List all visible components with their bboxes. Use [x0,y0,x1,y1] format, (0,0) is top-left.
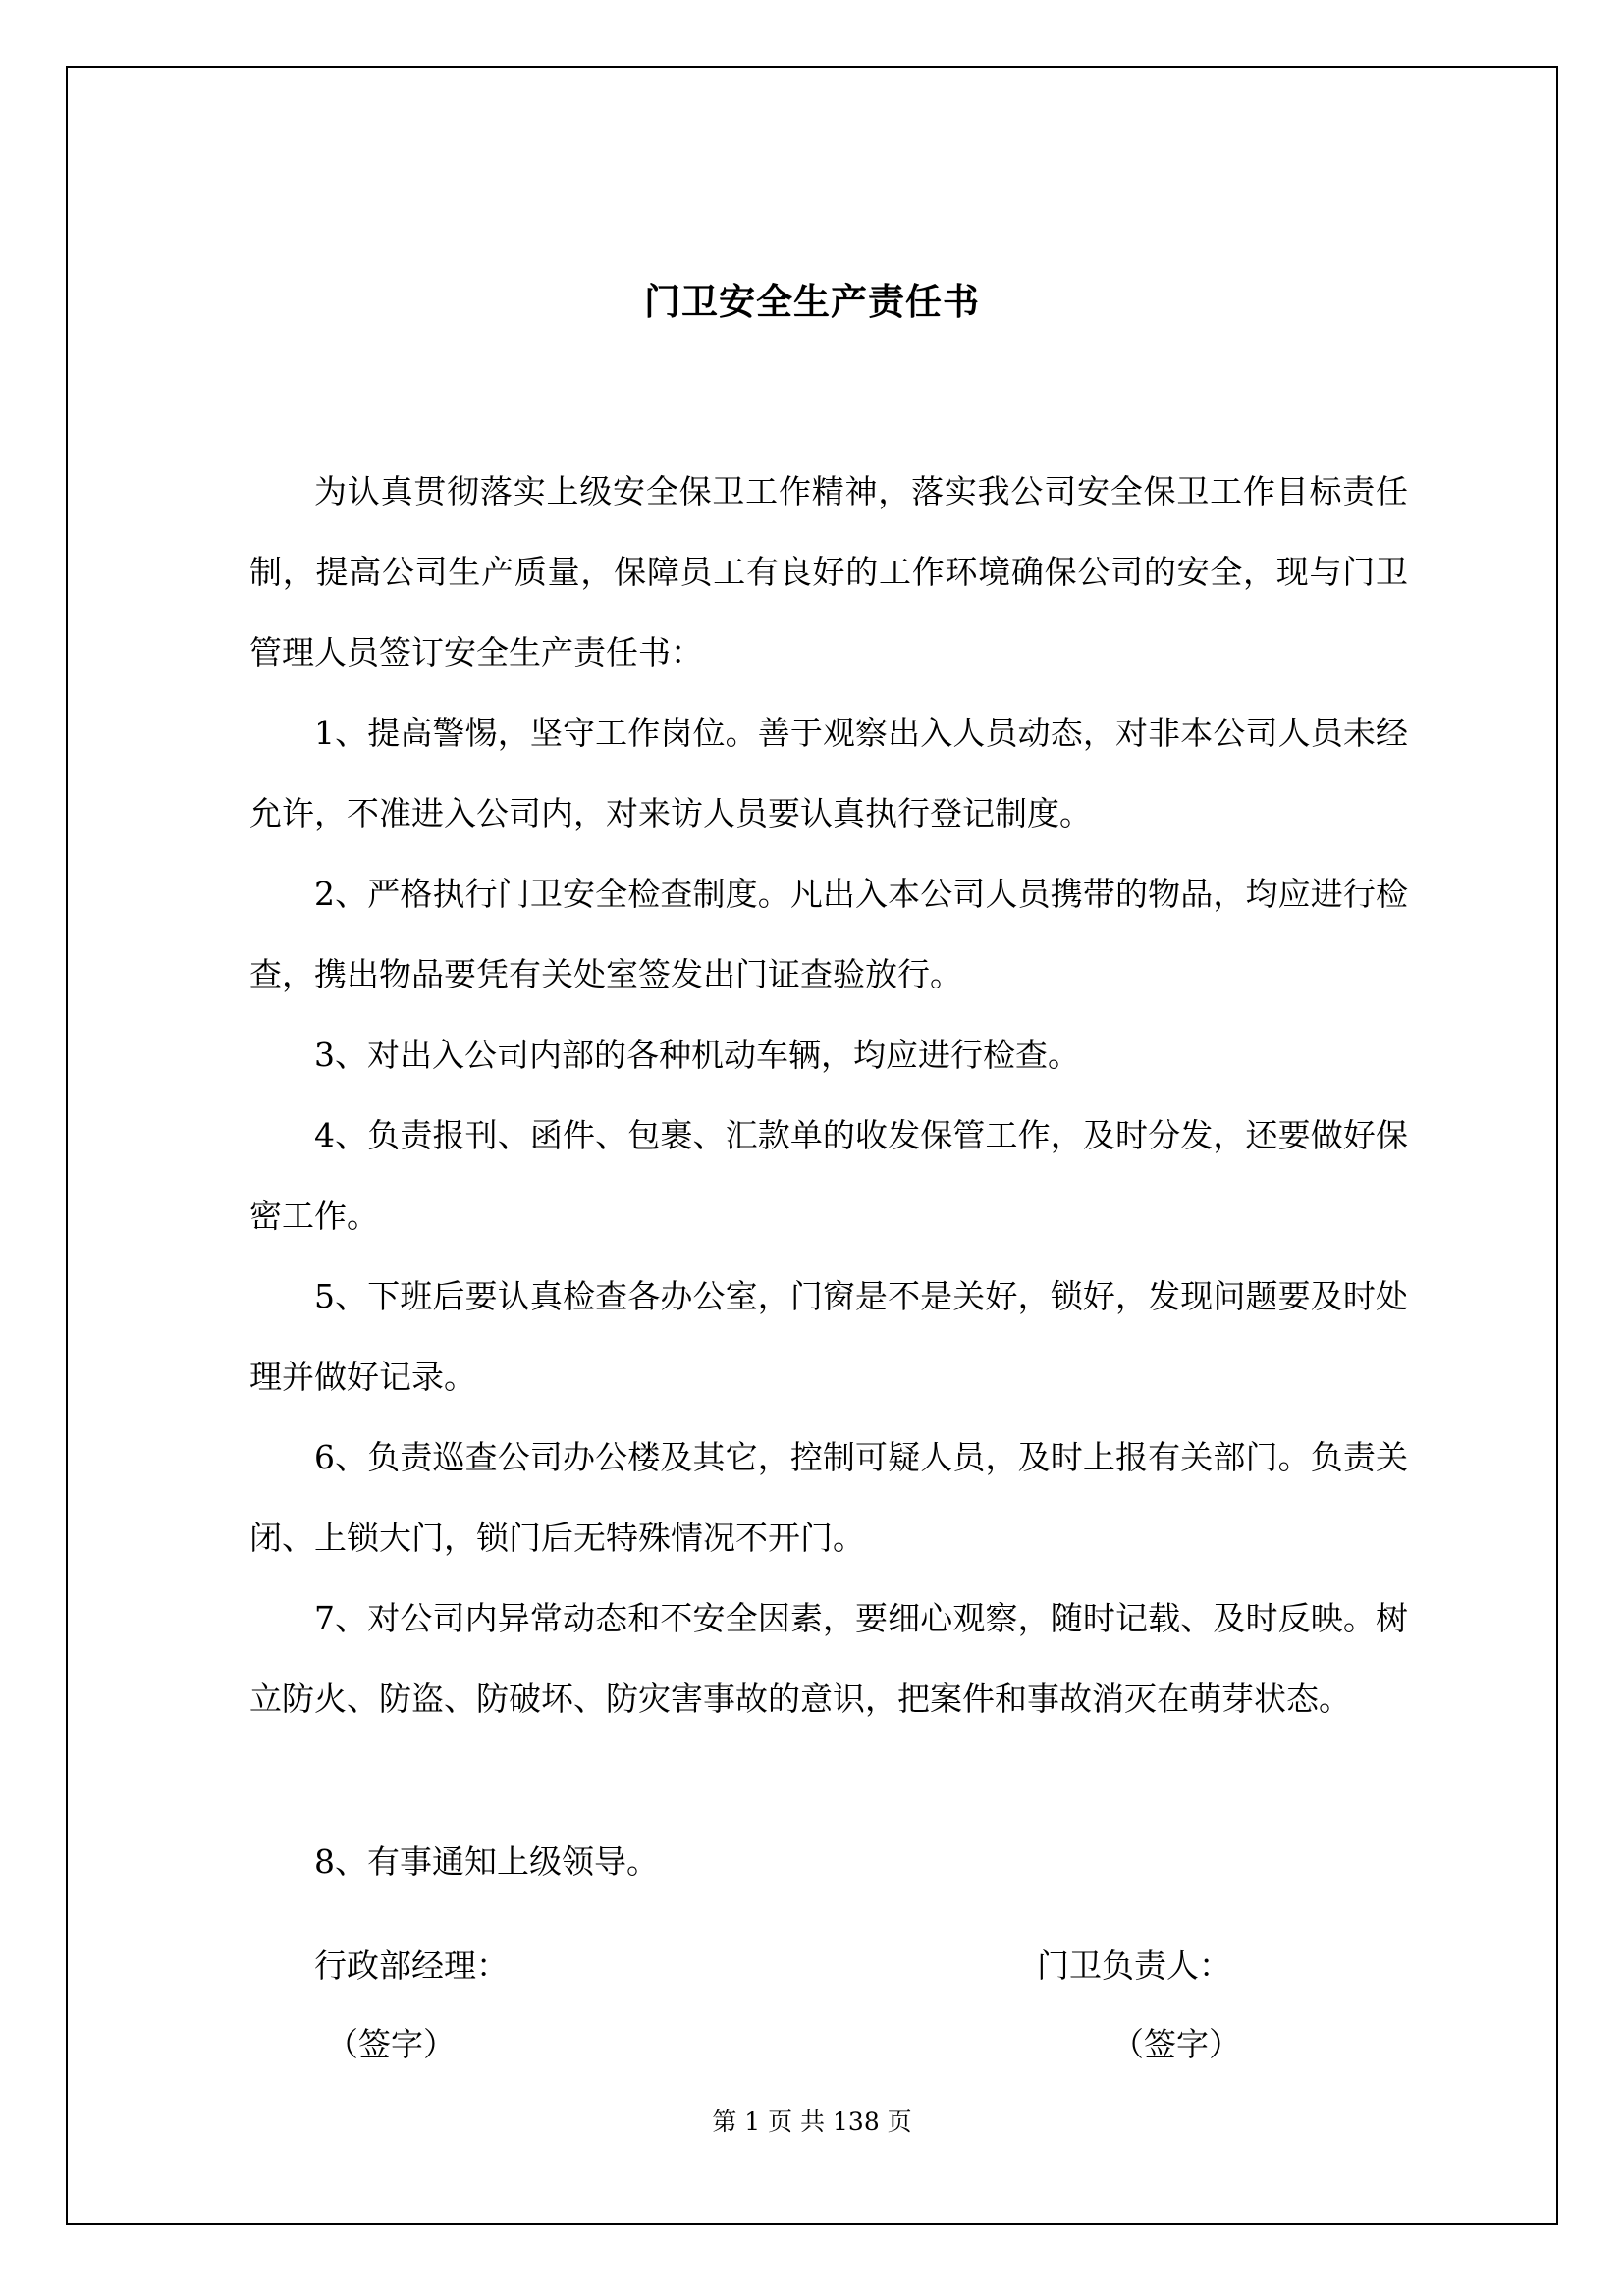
paragraph-item-8: 8、有事通知上级领导。 [314,1842,659,1881]
paragraph-item-5: 5、下班后要认真检查各办公室，门窗是不是关好，锁好，发现问题要及时处理并做好记录。 [249,1277,1408,1396]
admin-manager-signature: （签字） [326,2025,456,2063]
paragraph-item-7: 7、对公司内异常动态和不安全因素，要细心观察，随时记载、及时反映。树立防火、防盗、防破坏、防灾害事故的意识，把案件和事故消灭在萌芽状态。 [249,1599,1408,1718]
paragraph-intro: 为认真贯彻落实上级安全保卫工作精神，落实我公司安全保卫工作目标责任制，提高公司生产质量，保障员工有良好的工作环境确保公司的安全，现与门卫管理人员签订安全生产责任书： [249,472,1408,671]
gate-head-signature: （签字） [1111,2025,1241,2063]
paragraph-item-2: 2、严格执行门卫安全检查制度。凡出入本公司人员携带的物品，均应进行检查，携出物品要凭有关处室签发出门证查验放行。 [249,875,1408,993]
document-body [249,452,1408,1902]
gate-head-label: 门卫负责人： [1037,1947,1231,1985]
page-footer: 第 1 页 共 138 页 [712,2108,912,2136]
paragraph-item-3: 3、对出入公司内部的各种机动车辆，均应进行检查。 [314,1036,1080,1074]
document-title: 门卫安全生产责任书 [644,280,980,323]
paragraph-item-6: 6、负责巡查公司办公楼及其它，控制可疑人员，及时上报有关部门。负责关闭、上锁大门，锁门后无特殊情况不开门。 [249,1438,1408,1557]
admin-manager-label: 行政部经理： [314,1947,509,1985]
paragraph-item-1: 1、提高警惕，坚守工作岗位。善于观察出入人员动态，对非本公司人员未经允许，不准进入公司内，对来访人员要认真执行登记制度。 [249,714,1408,832]
paragraph-item-4: 4、负责报刊、函件、包裹、汇款单的收发保管工作，及时分发，还要做好保密工作。 [249,1116,1408,1235]
